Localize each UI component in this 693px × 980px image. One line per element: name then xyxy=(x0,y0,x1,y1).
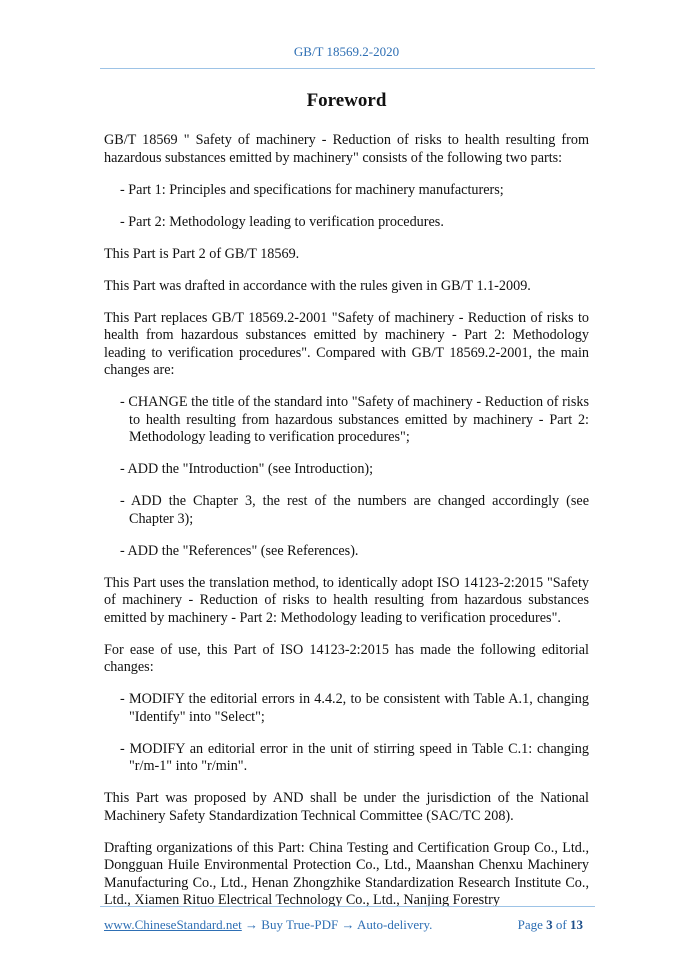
page-total: 13 xyxy=(570,917,583,932)
list-item-add-references: - ADD the "References" (see References). xyxy=(120,542,359,559)
header-divider xyxy=(100,68,595,69)
page-title: Foreword xyxy=(306,90,387,111)
paragraph-editorial-changes: For ease of use, this Part of ISO 14123-2:2015 has made the following editorial changes: xyxy=(104,641,589,675)
list-item-modify-4-4-2: - MODIFY the editorial errors in 4.4.2, to be consistent with Table A.1, changing "Identify" into "Select"; xyxy=(120,691,589,725)
list-item-add-introduction: - ADD the "Introduction" (see Introduction); xyxy=(120,461,374,477)
list-item-add-chapter-3: - ADD the Chapter 3, the rest of the numbers are changed accordingly (see Chapter 3); xyxy=(120,493,589,527)
list-item-modify-unit: - MODIFY an editorial error in the unit of stirring speed in Table C.1: changing "r/m-1" into "r/min". xyxy=(120,740,589,774)
buy-pdf-link[interactable]: Buy True-PDF xyxy=(261,917,339,932)
page-current: 3 xyxy=(546,917,553,932)
paragraph-drafting-rules: This Part was drafted in accordance with the rules given in GB/T 1.1-2009. xyxy=(104,277,531,294)
page-of-label: of xyxy=(555,917,567,932)
running-header: GB/T 18569.2-2020 xyxy=(293,44,400,59)
document-body xyxy=(104,132,589,924)
auto-delivery-text: Auto-delivery. xyxy=(357,917,433,932)
paragraph-proposed-by: This Part was proposed by AND shall be under the jurisdiction of the National Machinery Safety Standardization Technical Committee (SAC/TC 208). xyxy=(104,790,589,824)
paragraph-translation-method: This Part uses the translation method, to identically adopt ISO 14123-2:2015 "Safety of machinery - Reduction of risks to health resulting from hazardous substances emitted by machinery - Part 2: Methodology leading to verification procedures". xyxy=(104,574,589,626)
website-link[interactable]: www.ChineseStandard.net xyxy=(104,917,242,932)
paragraph-replaces: This Part replaces GB/T 18569.2-2001 "Safety of machinery - Reduction of risks to health from hazardous substances emitted by machinery - Part 2: Methodology leading to verification procedures". Compared with GB/T 18569.2-2001, the main changes are: xyxy=(104,309,589,378)
list-item-part-1: - Part 1: Principles and specifications for machinery manufacturers; xyxy=(120,181,504,198)
page-label: Page xyxy=(517,917,543,932)
arrow-right-icon: → xyxy=(245,917,259,932)
footer-divider xyxy=(100,906,595,907)
paragraph-intro: GB/T 18569 " Safety of machinery - Reduction of risks to health resulting from hazardous substances emitted by machinery" consists of the following two parts: xyxy=(104,132,589,166)
paragraph-drafting-organizations: Drafting organizations of this Part: China Testing and Certification Group Co., Ltd., Dongguan Huile Environmental Protection Co., Ltd., Maanshan Chenxu Machinery Manufacturing Co., Ltd., Henan Zhongzhike Standardization Research Institute Co., Ltd., Xiamen Rituo Electrical Technology Co., Ltd., Nanjing Forestry xyxy=(104,839,589,908)
footer-links xyxy=(104,917,432,933)
paragraph-part-identity: This Part is Part 2 of GB/T 18569. xyxy=(104,245,300,262)
list-item-part-2: - Part 2: Methodology leading to verification procedures. xyxy=(120,213,444,230)
list-item-change-title: - CHANGE the title of the standard into "Safety of machinery - Reduction of risks to health resulting from hazardous substances emitted by machinery - Part 2: Methodology leading to verification procedures"; xyxy=(120,394,589,445)
arrow-right-icon: → xyxy=(341,917,355,932)
page-number xyxy=(518,917,583,933)
